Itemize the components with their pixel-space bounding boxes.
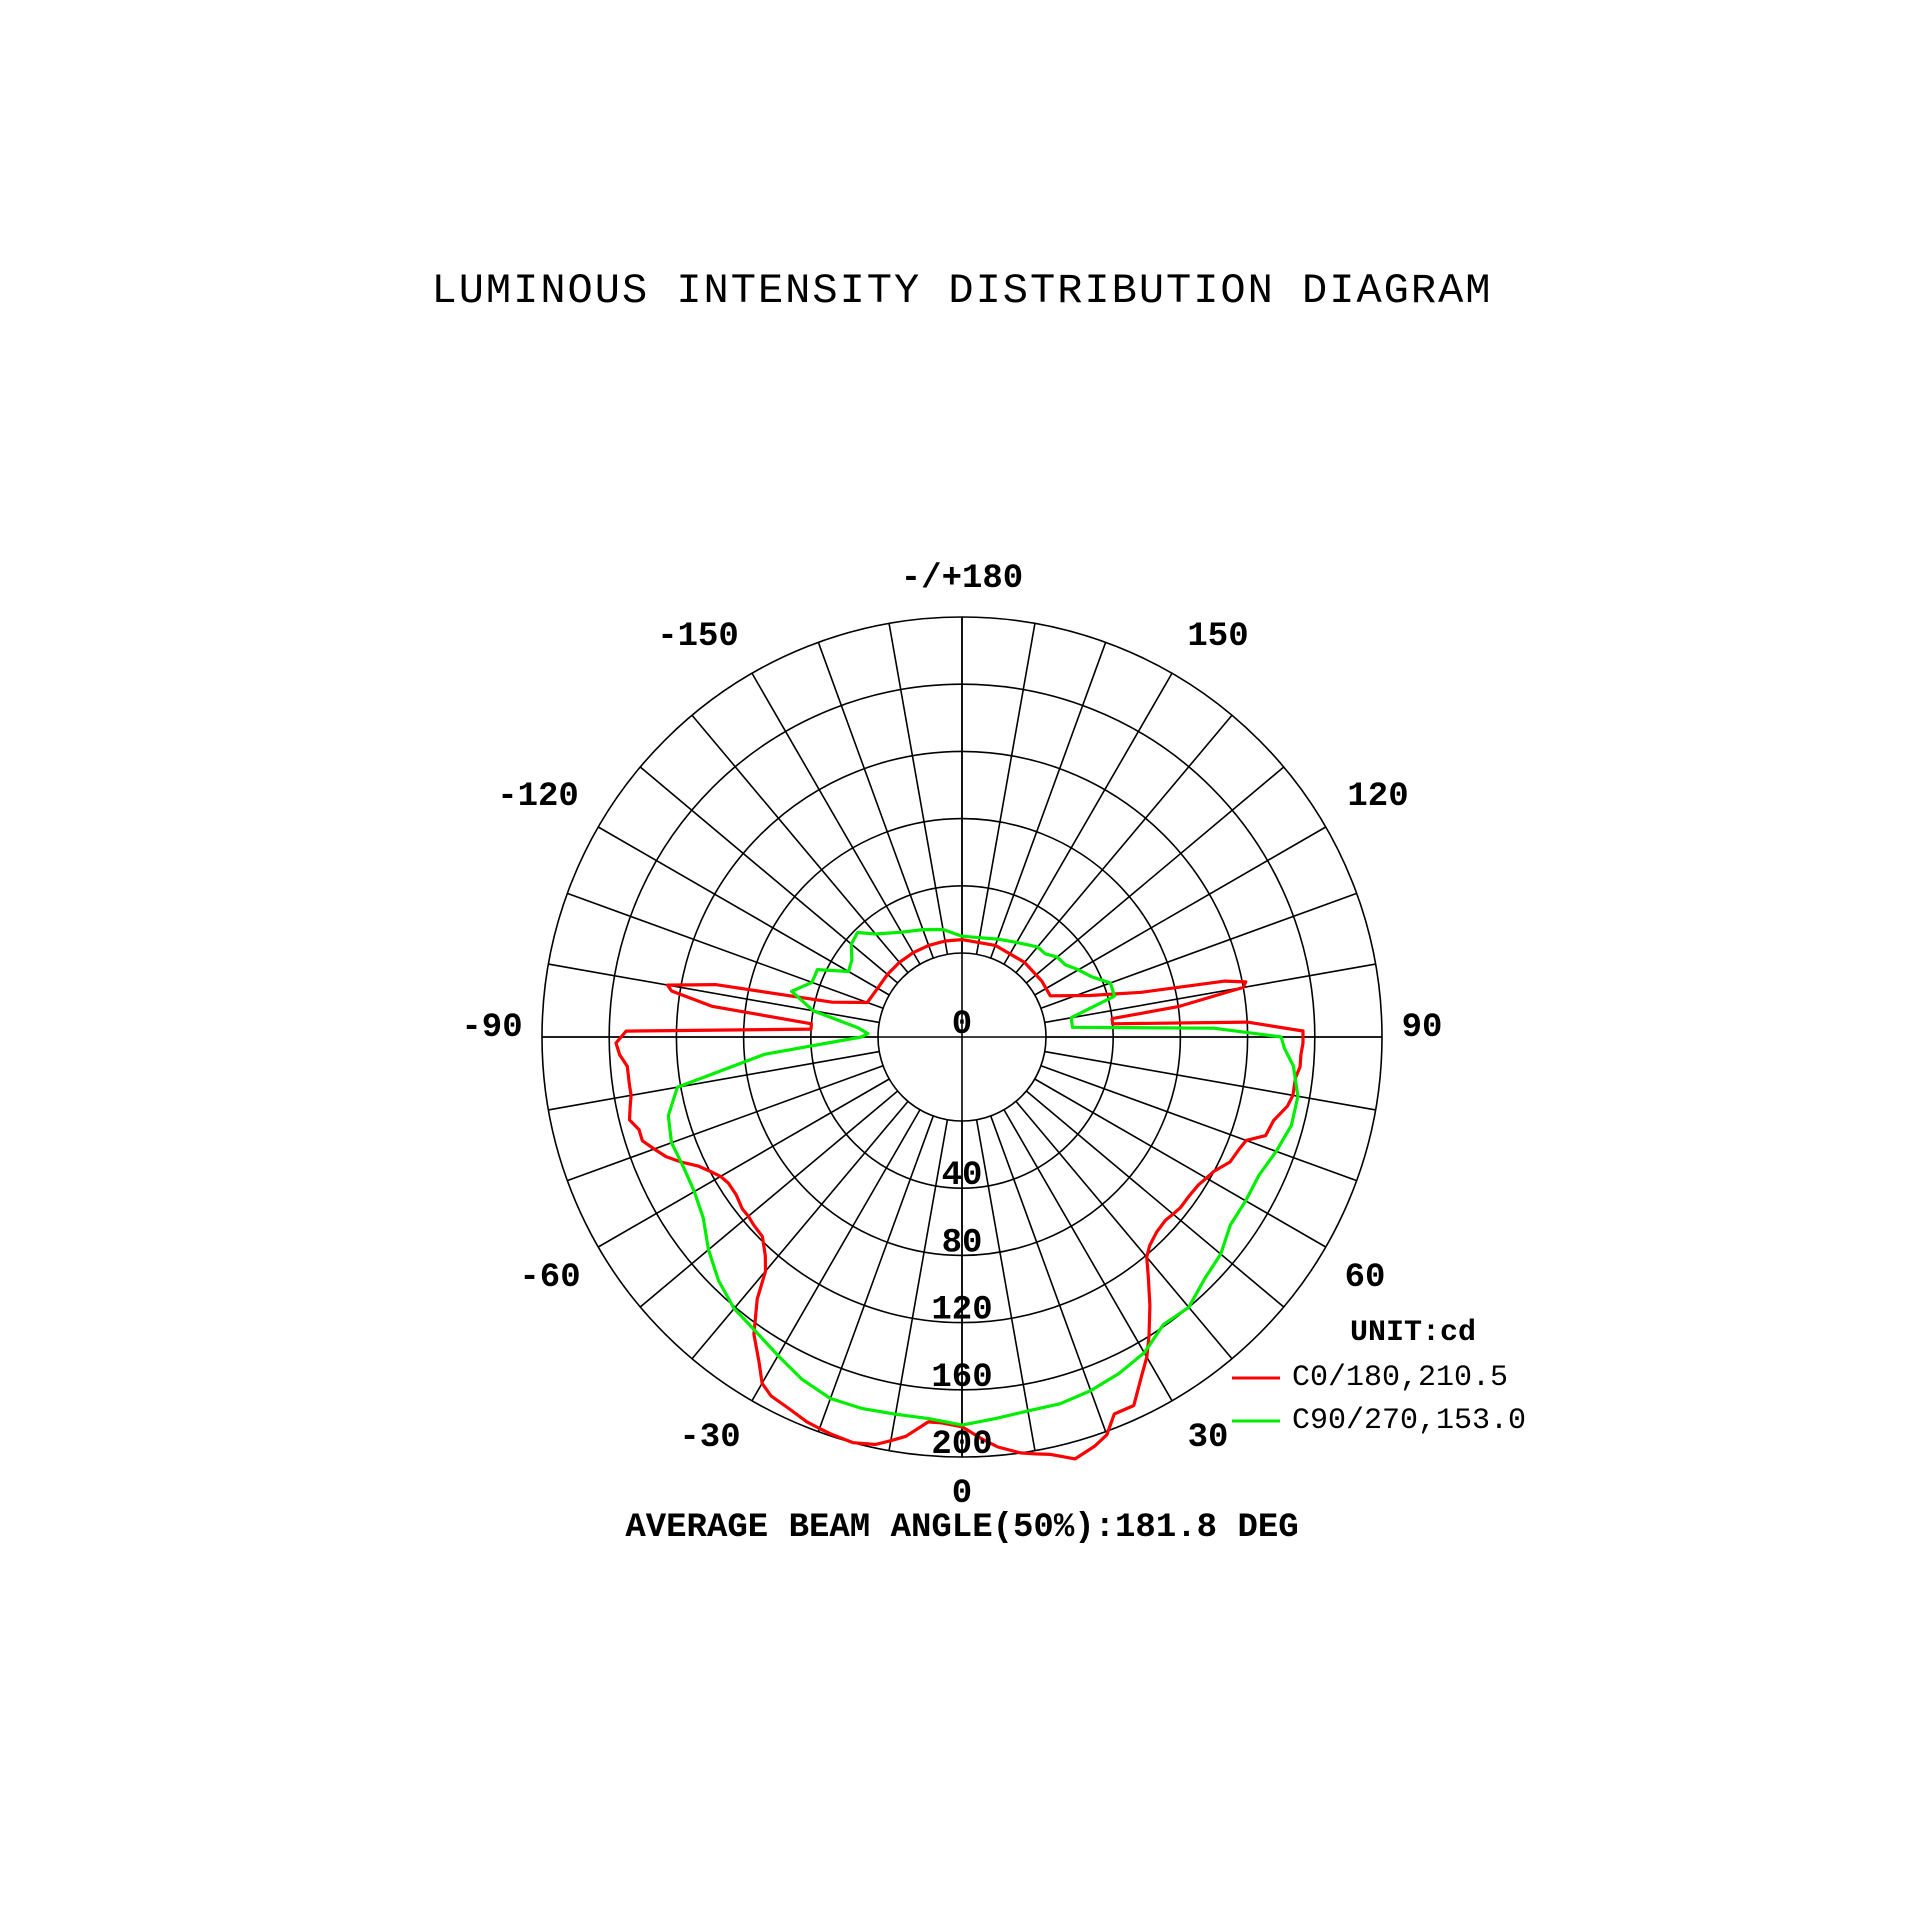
angle-label-neg90: -90 <box>461 1009 523 1047</box>
grid-spoke <box>1016 1101 1232 1358</box>
angle-label-neg150: -150 <box>657 618 739 656</box>
angle-label-120: 120 <box>1347 778 1409 816</box>
grid-spoke <box>818 1116 933 1432</box>
grid-spoke <box>977 623 1035 954</box>
angle-label-90: 90 <box>1401 1009 1443 1047</box>
grid-spoke <box>548 1052 879 1110</box>
angle-label-30: 30 <box>1187 1419 1229 1457</box>
angle-label-150: 150 <box>1187 618 1249 656</box>
angle-label-60: 60 <box>1344 1259 1386 1297</box>
radial-tick-40: 40 <box>941 1157 983 1196</box>
angle-label-neg60: -60 <box>519 1259 581 1297</box>
grid-spoke <box>977 1120 1035 1451</box>
grid-spoke <box>640 1091 897 1307</box>
grid-spoke <box>640 767 897 983</box>
angle-label-0: 0 <box>951 1475 973 1513</box>
grid-spoke <box>1045 964 1376 1022</box>
grid-spoke <box>889 623 947 954</box>
angle-label-neg30: -30 <box>679 1419 741 1457</box>
grid-spoke <box>818 642 933 958</box>
unit-label: UNIT:cd <box>1350 1316 1477 1350</box>
legend-label-c0: C0/180,210.5 <box>1292 1361 1509 1395</box>
grid-spoke <box>548 964 879 1022</box>
grid-spoke <box>1041 893 1357 1008</box>
radial-tick-120: 120 <box>931 1291 993 1330</box>
grid-spoke <box>991 1116 1106 1432</box>
grid-spoke <box>567 1066 883 1181</box>
radial-tick-160: 160 <box>931 1358 993 1397</box>
radial-tick-200: 200 <box>931 1426 993 1464</box>
grid-spoke <box>567 893 883 1008</box>
grid-spoke <box>692 1101 908 1358</box>
angle-label-180: -/+180 <box>900 560 1024 598</box>
radial-tick-80: 80 <box>941 1224 983 1263</box>
grid-spoke <box>1041 1066 1357 1181</box>
grid-spoke <box>1045 1052 1376 1110</box>
legend <box>1232 1316 1526 1438</box>
radial-tick-0: 0 <box>951 1006 973 1044</box>
grid-spoke <box>1016 715 1232 972</box>
grid-spoke <box>1026 767 1283 983</box>
beam-angle-text: AVERAGE BEAM ANGLE(50%):181.8 DEG <box>625 1509 1299 1547</box>
grid-spoke <box>889 1120 947 1451</box>
angle-label-neg120: -120 <box>497 778 579 816</box>
grid-spoke <box>991 642 1106 958</box>
chart-title: LUMINOUS INTENSITY DISTRIBUTION DIAGRAM <box>431 267 1493 315</box>
legend-label-c90: C90/270,153.0 <box>1292 1404 1527 1438</box>
